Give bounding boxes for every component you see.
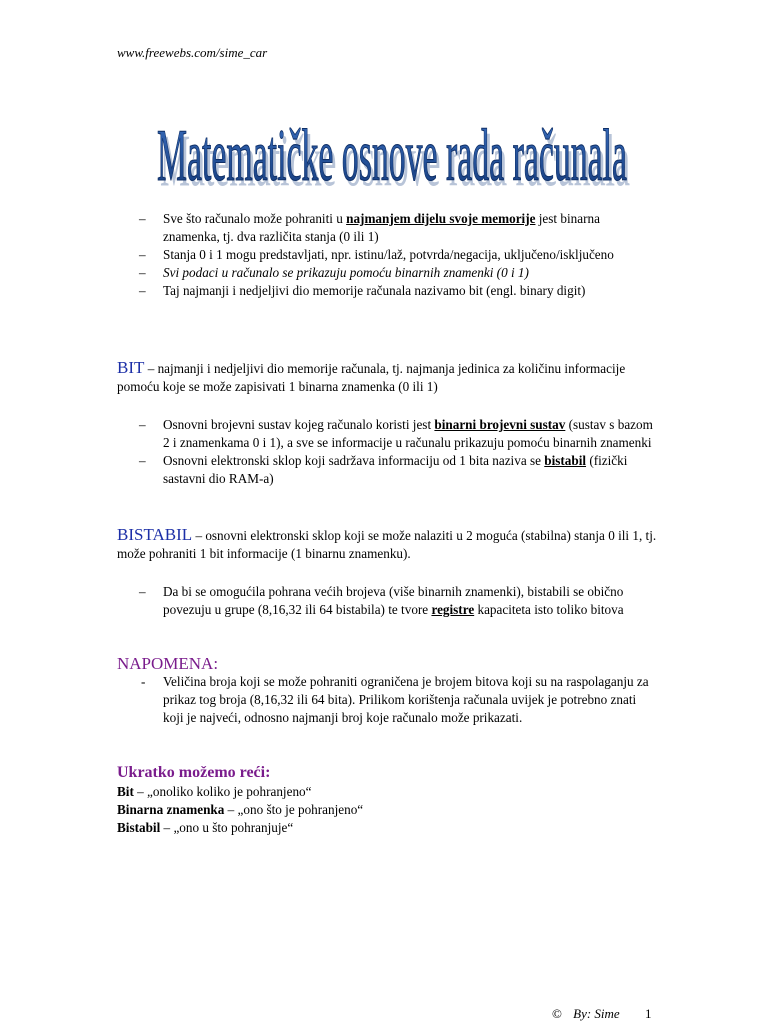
page-footer	[552, 1006, 651, 1022]
dash-bullet: –	[139, 453, 146, 468]
list-item: – Da bi se omogućila pohrana većih brojeva (više binarnih znamenki), bistabili se obično povezuju u grupe (8,16,32 ili 64 bistabila) te tvore registre kapaciteta isto toliko bitova	[139, 584, 624, 617]
dash-bullet: –	[139, 211, 146, 226]
summary-heading: Ukratko možemo reći:	[117, 764, 271, 781]
copyright-symbol: ©	[552, 1006, 562, 1021]
dash-bullet: –	[139, 283, 146, 298]
dash-bullet: –	[139, 417, 146, 432]
napomena-section	[117, 655, 657, 727]
title-text: Matematičke osnove rada računala	[157, 114, 628, 197]
title-wordart	[140, 110, 640, 200]
bold-term: bistabil	[544, 453, 587, 468]
bold-term: najmanjem dijelu svoje memorije	[346, 211, 536, 226]
hyphen-bullet: -	[141, 674, 146, 689]
intro-list	[117, 210, 657, 300]
bold-term: registre	[431, 602, 475, 617]
header-url[interactable]: www.freewebs.com/sime_car	[117, 45, 268, 60]
list-item: – Osnovni brojevni sustav kojeg računalo koristi jest binarni brojevni sustav (sustav s bazom 2 i znamenkama 0 i 1), a sve se informacije u računalu prikazuju pomoću binarnih znamenki	[139, 417, 653, 450]
dash-bullet: –	[139, 584, 146, 599]
summary-line: Binarna znamenka – „ono što je pohranjeno“	[117, 802, 364, 817]
page-title	[140, 110, 640, 200]
page-number: 1	[644, 1006, 652, 1021]
list-item: – Taj najmanji i nedjeljivi dio memorije računala nazivamo bit (engl. binary digit)	[139, 283, 586, 298]
bit-definition: BIT – najmanji i nedjeljivi dio memorije računala, tj. najmanja jedinica za količinu informacije pomoću koje se može zapisivati 1 binarna znamenka (0 ili 1)	[117, 358, 626, 394]
list-item: – Svi podaci u računalo se prikazuju pomoću binarnih znamenki (0 i 1)	[139, 265, 529, 280]
list-item: – Sve što računalo može pohraniti u najmanjem dijelu svoje memorije jest binarna znamenka, tj. dva različita stanja (0 ili 1)	[139, 211, 600, 244]
summary-section	[117, 764, 657, 837]
term-bit: BIT	[117, 358, 145, 377]
system-list	[117, 416, 657, 488]
bistabil-definition: BISTABIL – osnovni elektronski sklop koji se može nalaziti u 2 moguća (stabilna) stanja 0 ili 1, tj. može pohraniti 1 bit informacije (1 binarnu znamenku).	[117, 525, 657, 561]
bold-term: binarni brojevni sustav	[434, 417, 566, 432]
title-shadow: Matematičke osnove rada računala	[160, 119, 631, 200]
term-bistabil: BISTABIL	[117, 525, 193, 544]
napomena-heading: NAPOMENA:	[117, 654, 219, 673]
list-item: – Stanja 0 i 1 mogu predstavljati, npr. istinu/laž, potvrda/negacija, uključeno/isključeno	[139, 247, 614, 262]
summary-line: Bit – „onoliko koliko je pohranjeno“	[117, 784, 312, 799]
dash-bullet: –	[139, 247, 146, 262]
dash-bullet: –	[139, 265, 146, 280]
list-item: - Veličina broja koji se može pohraniti ograničena je brojem bitova koji su na raspolaganju za prikaz tog broja (8,16,32 ili 64 bita). Prilikom korištenja računala uvijek je potrebno znati koji je najveći, odnosno najmanji broj koje računalo može prikazati.	[141, 674, 649, 725]
register-list	[117, 583, 657, 619]
summary-line: Bistabil – „ono u što pohranjuje“	[117, 820, 294, 835]
list-item: – Osnovni elektronski sklop koji sadržava informaciju od 1 bita naziva se bistabil (fizički sastavni dio RAM-a)	[139, 453, 628, 486]
footer-author: By: Sime	[573, 1006, 620, 1021]
